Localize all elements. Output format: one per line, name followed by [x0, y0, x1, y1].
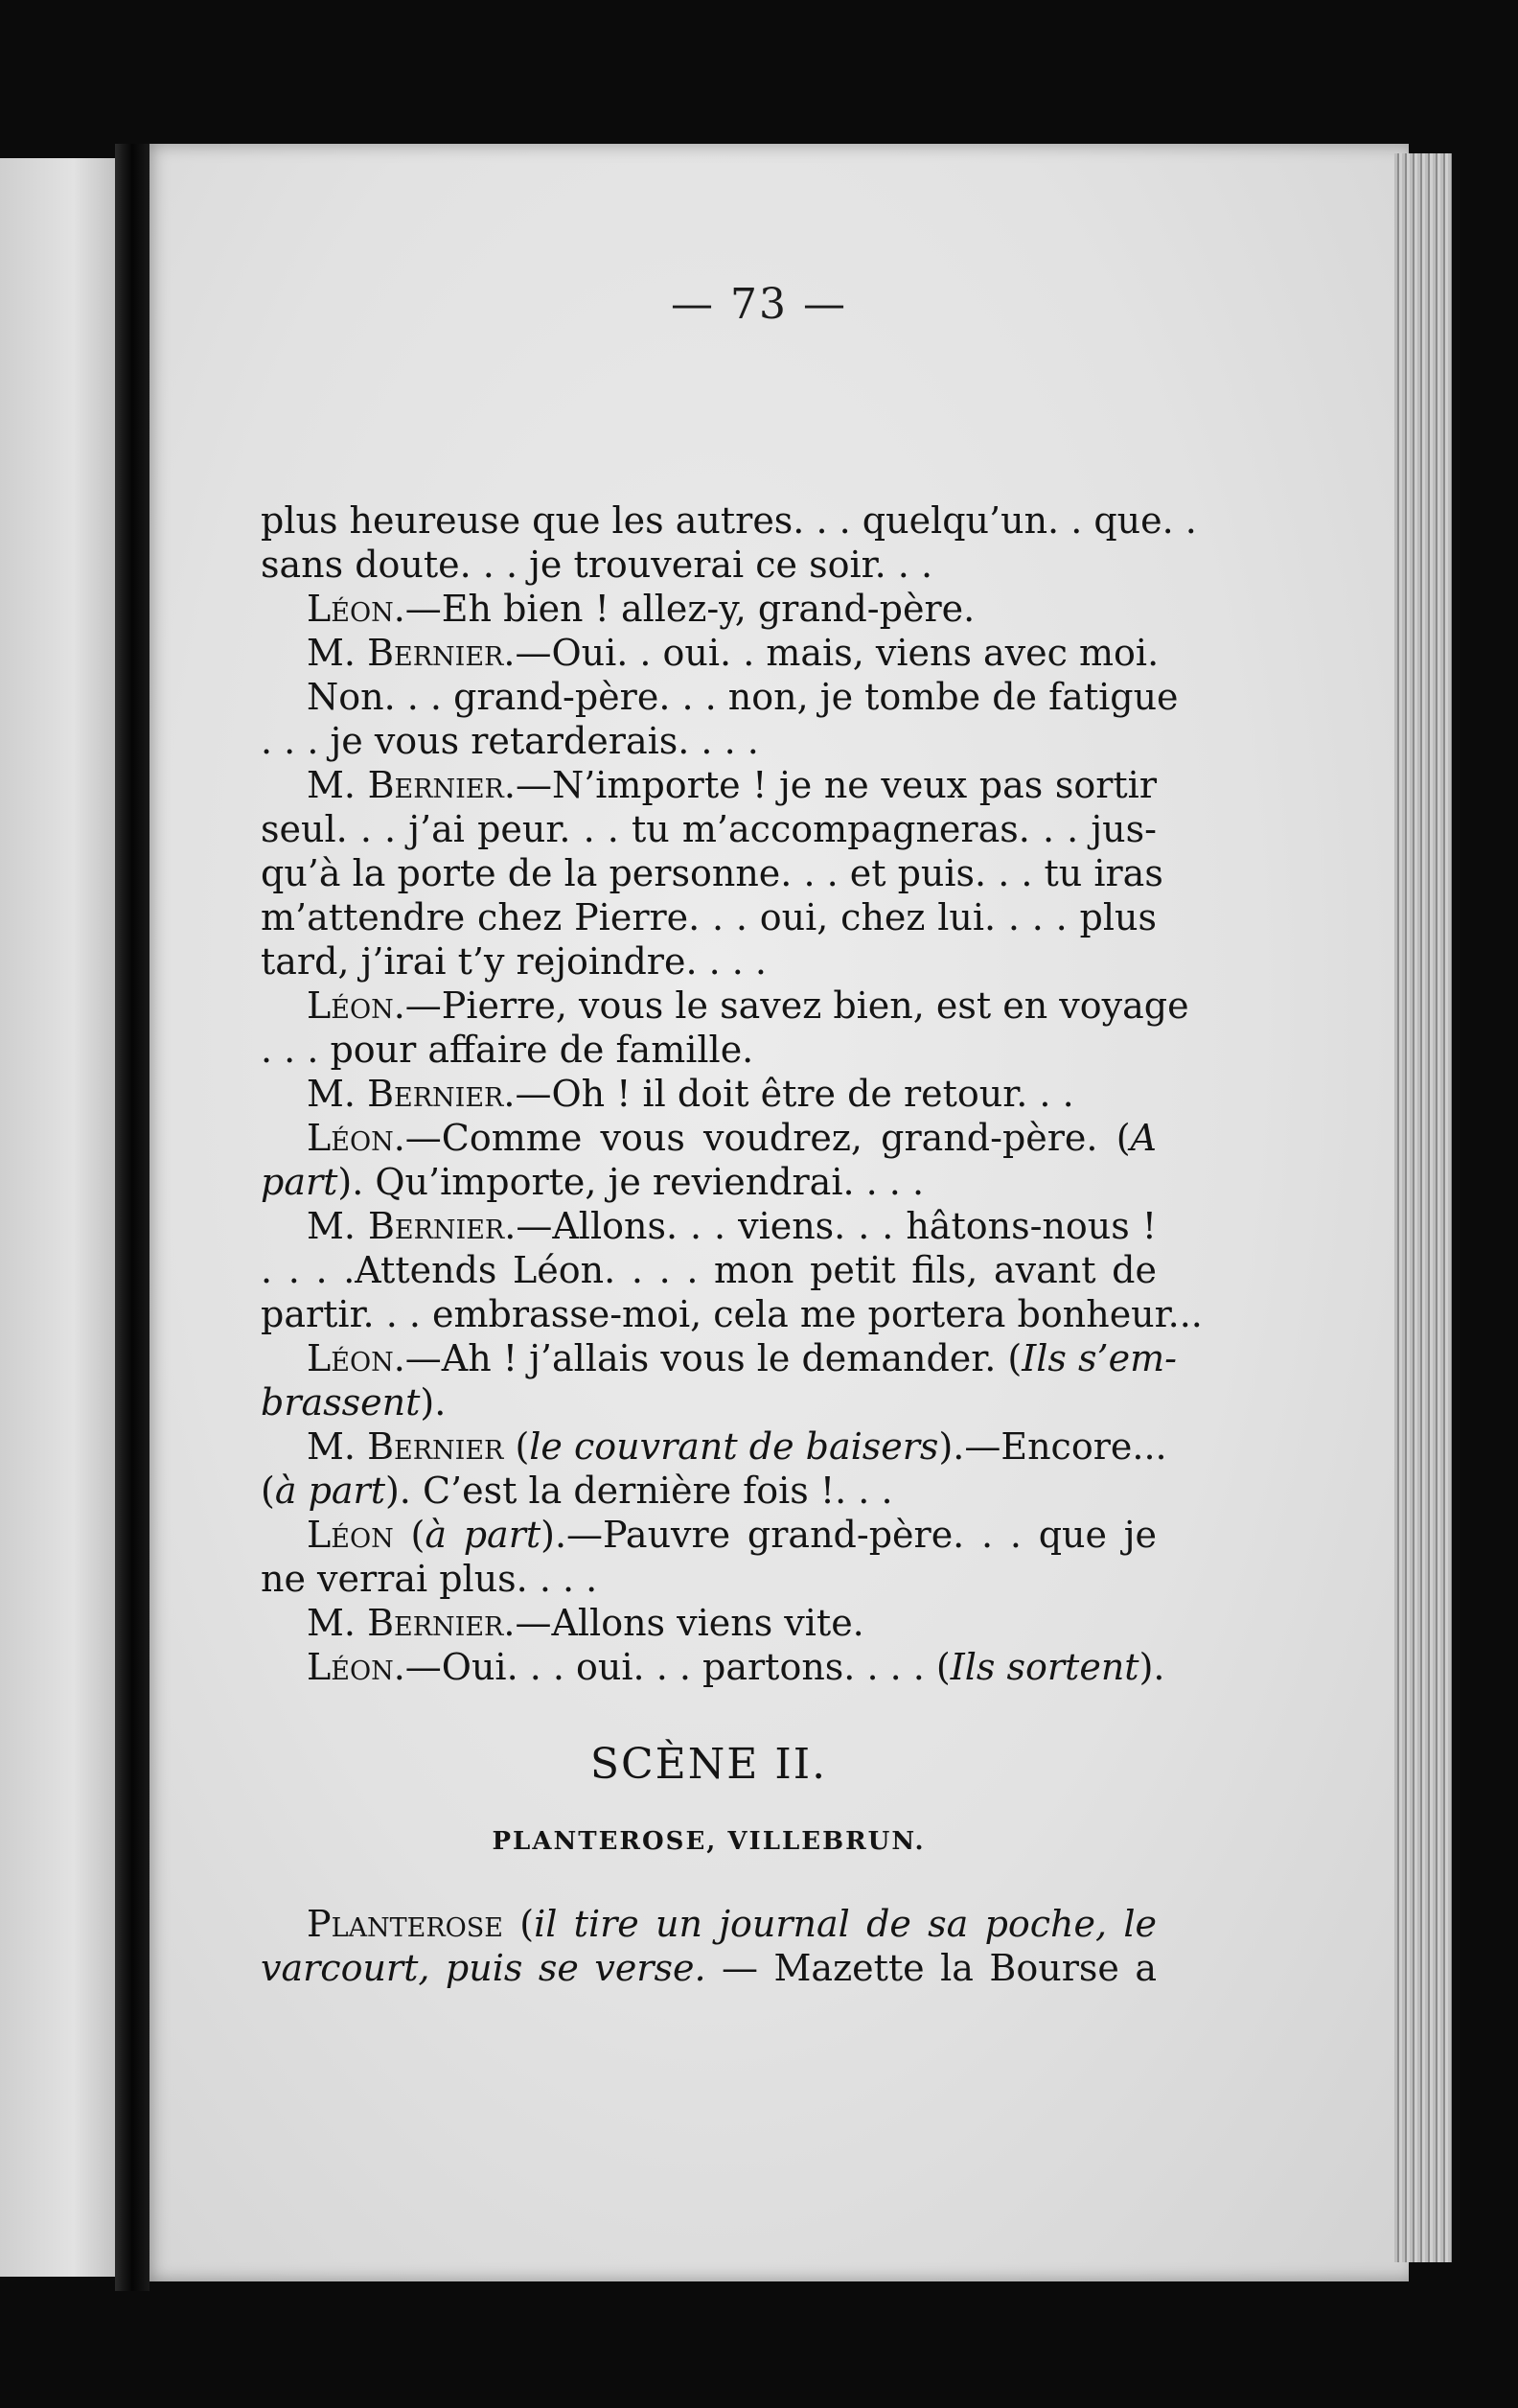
text-line: partir. . . embrasse-moi, cela me portera bonheur... — [261, 1293, 1203, 1335]
text-line: qu’à la porte de la personne. . . et puis. . . tu iras — [261, 852, 1163, 894]
text-line: tard, j’irai t’y rejoindre. . . . — [261, 940, 768, 983]
dialogue-line: Léon.—Comme vous voudrez, grand-père. (A — [307, 1117, 1157, 1159]
text-line: sans doute. . . je trouverai ce soir. . . — [261, 544, 933, 586]
dialogue-line: Planterose (il tire un journal de sa poche, le — [307, 1903, 1157, 1945]
speaker-name: Bernier. — [367, 1073, 516, 1115]
speaker-name: Bernier — [367, 1425, 504, 1468]
scene-title: SCÈNE II. — [589, 1740, 828, 1789]
speaker-name: Planterose — [307, 1903, 504, 1945]
speaker-name: Léon. — [307, 588, 405, 630]
text-line: (à part). C’est la dernière fois !. . . — [261, 1470, 893, 1512]
text-line: Non. . . grand-père. . . non, je tombe de fatigue — [307, 676, 1179, 718]
speaker-name: Léon. — [307, 1646, 405, 1688]
speaker-name: Léon — [307, 1514, 394, 1556]
facing-page — [0, 158, 123, 2277]
text-line: . . . .Attends Léon. . . . mon petit fils, avant de — [261, 1249, 1157, 1291]
dialogue-line: Léon.—Oui. . . oui. . . partons. . . . (Ils sortent). — [307, 1646, 1165, 1688]
text-line: plus heureuse que les autres. . . quelqu’un. . que. . — [261, 499, 1197, 542]
speaker-name: Léon. — [307, 984, 405, 1027]
text-line: varcourt, puis se verse. — Mazette la Bourse a — [261, 1947, 1157, 1989]
text-line: . . . je vous retarderais. . . . — [261, 720, 759, 762]
stage-direction: il tire un journal de sa poche, le — [534, 1903, 1157, 1945]
dialogue-line: Léon (à part).—Pauvre grand-père. . . que je — [307, 1514, 1158, 1556]
dialogue-line: M. Bernier.—Oh ! il doit être de retour. . . — [307, 1073, 1074, 1115]
speaker-name: Bernier. — [367, 1602, 516, 1644]
dialogue-line: M. Bernier.—N’importe ! je ne veux pas sortir — [307, 764, 1157, 806]
dialogue-line: Léon.—Pierre, vous le savez bien, est en voyage — [307, 984, 1189, 1027]
dialogue-line: M. Bernier.—Allons. . . viens. . . hâtons-nous ! — [307, 1205, 1157, 1247]
book-gutter — [115, 144, 150, 2291]
text-line: ne verrai plus. . . . — [261, 1558, 598, 1600]
page-number: — 73 — — [671, 280, 847, 329]
speaker-name: Léon. — [307, 1337, 405, 1379]
dialogue-line: M. Bernier.—Oui. . oui. . mais, viens avec moi. — [307, 632, 1160, 674]
dialogue-line: M. Bernier (le couvrant de baisers).—Encore... — [307, 1425, 1167, 1468]
text-line: brassent). — [261, 1381, 447, 1424]
page-edges — [1394, 153, 1452, 2262]
text-line: part). Qu’importe, je reviendrai. . . . — [261, 1161, 925, 1203]
text-line: m’attendre chez Pierre. . . oui, chez lui. . . . plus — [261, 896, 1157, 938]
speaker-name: Bernier. — [367, 1205, 517, 1247]
speaker-name: Bernier. — [367, 632, 516, 674]
speaker-name: Bernier. — [367, 764, 516, 806]
dialogue-line: Léon.—Ah ! j’allais vous le demander. (Ils s’em- — [307, 1337, 1177, 1379]
play-text — [261, 498, 1203, 1990]
speaker-name: Léon. — [307, 1117, 405, 1159]
dialogue-line: Léon.—Eh bien ! allez-y, grand-père. — [307, 588, 976, 630]
scene-characters: PLANTEROSE, VILLEBRUN. — [492, 1827, 926, 1856]
dialogue-line: M. Bernier.—Allons viens vite. — [307, 1602, 864, 1644]
text-line: seul. . . j’ai peur. . . tu m’accompagneras. . . jus- — [261, 808, 1157, 850]
text-line: . . . pour affaire de famille. — [261, 1029, 754, 1071]
